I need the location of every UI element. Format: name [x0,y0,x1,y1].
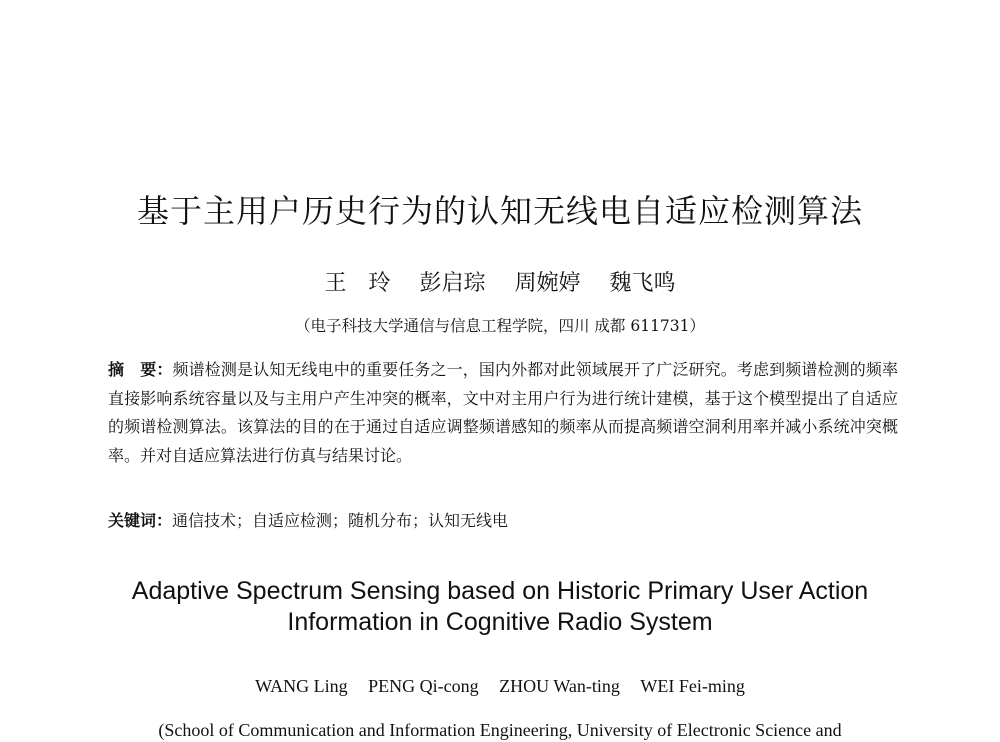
abstract-text: 频谱检测是认知无线电中的重要任务之一，国内外都对此领域展开了广泛研究。考虑到频谱检测的频率直接影响系统容量以及与主用户产生冲突的概率，文中对主用户行为进行统计建模，基于这个模型提出了自适应的频谱检测算法。该算法的目的在于通过自适应调整频谱感知的频率从而提高频谱空洞利用率并减小系统冲突概率。并对自适应算法进行仿真与结果讨论。 [108,360,898,465]
author-name-zh: 彭启琮 [419,271,486,296]
keywords-text: 通信技术；自适应检测；随机分布；认知无线电 [172,511,509,530]
author-name-en: WANG Ling [255,676,348,696]
author-name-zh: 王 玲 [324,271,391,296]
affiliation-zh: （电子科技大学通信与信息工程学院，四川 成都 611731） [294,317,706,335]
author-name-zh: 魏飞鸣 [609,271,676,296]
paper-title-zh: 基于主用户历史行为的认知无线电自适应检测算法 [136,192,863,230]
author-name-en: PENG Qi-cong [368,676,479,696]
affiliation-en: (School of Communication and Information Engineering, University of Electronic Science and [158,720,842,740]
abstract-label: 摘 要： [108,360,173,379]
abstract-zh [108,356,898,470]
author-name-en: WEI Fei-ming [640,676,745,696]
paper-title-en-line: Adaptive Spectrum Sensing based on Historic Primary User Action [131,577,869,605]
paper-title-en [0,576,1000,638]
keywords-zh [108,507,898,535]
paper-title-en-line: Information in Cognitive Radio System [287,608,713,636]
author-name-zh: 周婉婷 [514,271,581,296]
author-list-zh [0,266,1000,297]
author-list-en [0,676,1000,697]
keywords-label: 关键词： [108,511,173,530]
author-name-en: ZHOU Wan-ting [499,676,620,696]
